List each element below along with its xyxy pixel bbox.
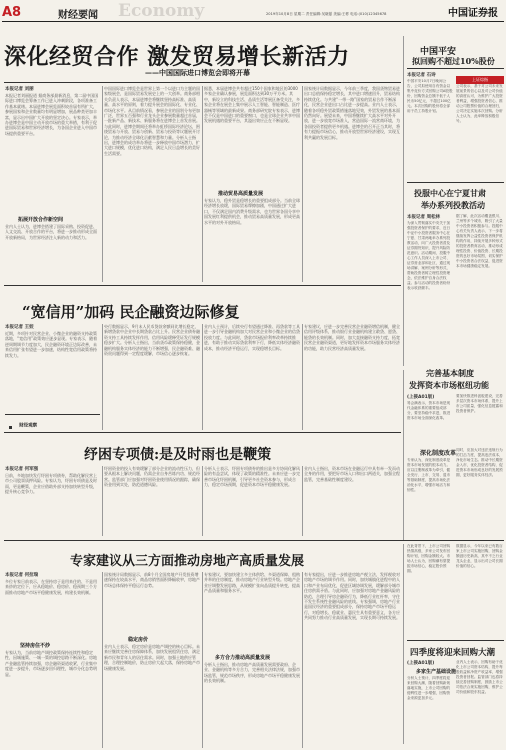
credit-top-rule — [4, 285, 401, 286]
lead-subhead-2: 推动贸易高质量发展 — [218, 191, 264, 197]
stamp-column-3: 分析人士表示，纾困专项债券的推出是多方协同化解风险的有益尝试，体现了政策的精准性。未来应进一步完善市场化纾困机制，引导更多社会资本参与，形成合力，稳定市场预期，促进资本市场平稳健康发展。 — [204, 466, 300, 488]
pingan-subheadline: 拟回购不超过10%股份 — [412, 56, 495, 66]
q4-byline: (上接A01版) — [407, 661, 435, 666]
q4-top-rule — [407, 640, 504, 641]
col-rule-8 — [202, 466, 203, 536]
col-rule-5 — [202, 324, 203, 430]
lead-column-2: 中国国际进口博览会是世界上第一个以进口为主题的国家级展会，是国际贸易发展史上的一大创举。商务部相关负责人表示，本届进博会将继续坚持高标准、高质量、高水平的原则，着力提升展会的国际化、专业化、市场化水平。从目前情况看，参展企业的国别分布更加广泛，世界五百强和行业龙头企业参展数量超过首届，一批新产品、新技术、新服务将在进博会上首发首展。与此同时，进博会期间还将举办虹桥国际经济论坛，围绕贸易与开放、贸易与创新、贸易与投资等议题展开讨论，为推动经济全球化贡献智慧和力量。分析人士指出，进博会的成功举办将进一步释放中国市场潜力，扩大进口规模，优化进口结构，满足人民日益增长的美好生活需要。 — [104, 86, 200, 156]
pingan-rule — [407, 68, 504, 69]
credit-column-1: 近期，多项针对民营企业、小微企业的融资支持政策落地，“宽信用”政策效应逐步显现。专家表示，随着逆周期调节力度加大，民企融资环境正边际改善，未来信用扩张有望进一步加速，结构性宽信用政策将持续发力。 — [5, 331, 98, 358]
system-body-b: 要加快推进科创板建设，完善多层次资本市场体系，提升上市公司质量，强化信息披露和投资者保护。 — [456, 394, 503, 413]
lead-column-3: 据悉，本届进博会共有超过150个国家和地区的3000多家企业确认参展，展览面积达到30万平方米。其中，新设立的科技生活、品质生活等展区备受关注，多家企业将在展会上集中展示人工智能、智能制造、医疗器械等领域的最新成果。商务部研究院专家表示，进博会不仅是中国进口的重要窗口，也是全球企业共享中国发展机遇的重要平台，其溢出效应正在不断显现。 — [204, 86, 300, 124]
gansu-subheadline: 举办系列投教活动 — [421, 200, 485, 210]
col-rule-9 — [302, 466, 303, 536]
lead-subhead-1: 拓展开放合作新空间 — [18, 217, 64, 223]
right-col-rule — [403, 36, 404, 366]
col-rule-11 — [202, 572, 203, 748]
q4-body-b: 业内人士表示，回购有助于优化上市公司资本结构，提升每股收益和净资产收益率，增强投资者回报。监管部门也将持续完善回购制度，鼓励上市公司依法合规实施回购，维护公司价值和股东权益。 — [456, 660, 503, 694]
system-byline: (上接A01版) — [407, 395, 435, 400]
realestate-column-3: 专家建议，要加快建立多主体供给、多渠道保障、租购并举的住房制度，推动房地产行业转型升级。房地产企业应调整发展思路，从规模扩张向品质提升转变，提高产品质量和服务水平。 — [204, 572, 300, 594]
credit-column-4: 专家建议，应进一步完善民营企业融资增信机制，健全信用评级体系，推动银行业金融机构建立敢贷、愿贷、能贷的长效机制。同时，加大直接融资支持力度，拓宽民营企业融资渠道，更好地发挥资本市场服务实体经济的功能，助力民营经济高质量发展。 — [304, 324, 400, 351]
reform-headline: 深化制度改革 — [420, 450, 457, 457]
reform-body-a: 专家认为，深化制度改革是资本市场发展的根本动力。应以注册制改革为牵引，健全发行、上市、交易、退市等基础制度，提高市场化法治化水平，增强市场活力和韧性。 — [407, 458, 451, 492]
header-rule — [2, 21, 504, 22]
section-title: 财经要闻 — [58, 10, 98, 21]
realestate-column-1: 多位专家日前表示，在坚持房子是用来住的、不是用来炒的定位下，应从稳地价、稳房价、稳预期三个方面推动房地产市场平稳健康发展，构建长效机制。 — [5, 579, 97, 595]
realestate-subhead-2: 稳定房价 — [128, 637, 149, 643]
masthead: 中国证券报 — [448, 8, 498, 19]
section-title-en: Economy — [118, 1, 205, 21]
realestate-top-rule — [4, 540, 504, 541]
square-icon — [9, 426, 12, 429]
system-subheadline: 发挥资本市场枢纽功能 — [409, 380, 489, 390]
page-header — [0, 0, 506, 22]
stamp-column-1: 日前，多地加快发行纾困专项债券，帮助化解民营上市公司股票质押风险。专家认为，纾困专项债是及时雨，更是鞭策，企业应借助外部支持加快转型升级，提升核心竞争力。 — [5, 473, 97, 495]
issue-meta: 2019年10月8日 星期二 责任编辑:吴晓蔓 美编:王彬 电话:(010)12345678 — [266, 12, 387, 16]
col-rule-3 — [302, 86, 303, 282]
col-rule-1 — [102, 86, 103, 282]
credit-column-3: 业内人士预计，后续央行有望通过降准、再贷款等工具进一步引导金融机构加大对民营企业和小微企业的信贷投放力度。与此同时，贷款市场报价利率改革持续推进，有助于推动实际贷款利率下行，降低实体经济融资成本，推动经济平稳运行，实现稳增长目标。 — [204, 324, 300, 351]
col-rule-10 — [102, 572, 103, 748]
col-rule-4 — [102, 324, 103, 430]
gansu-byline: 本报记者 周松林 — [407, 215, 441, 220]
q4-headline: 四季度将迎来回购大潮 — [410, 648, 496, 658]
system-intro: 业内人士指出，资本市场在金融运行中具有牵一发而动全身的作用，要把好市场入口和出口两道关，加强全程监管，完善基础性制度建设。 — [304, 466, 400, 482]
realestate-subhead-3: 多方合力推动高质量发展 — [215, 655, 271, 661]
col-rule-6 — [302, 324, 303, 430]
lead-column-4: 国家统计局数据显示，今年前三季度，我国货物贸易进出口总值保持稳定增长，其中进口增速回升，贸易结构持续优化。与共建“一带一路”国家的贸易合作不断深化，民营企业进出口占比进一步提高。业内人士表示，随着各项稳外贸政策措施落地见效，外贸发展的基本面仍然向好。展望未来，中国将继续扩大高水平对外开放，进一步放宽市场准入，营造国际一流营商环境，为各国投资者提供更多机遇。进博会的召开正当其时，将有力提振市场信心，推动开放型世界经济建设，实现互利共赢的发展目标。 — [304, 86, 400, 140]
reform-body-b: 同时，应加大对违法违规行为的打击力度，提高违法成本，净化市场生态。推动中长期资金入市，优化投资者结构，促进资本市场形成良好的发展预期，更好服务实体经济。 — [456, 448, 503, 477]
index-label: 上证综指 — [456, 76, 504, 84]
gansu-headline: 投服中心在宁夏甘肃 — [414, 188, 486, 198]
q4-subhead: 多家生产基础设施 — [416, 669, 457, 675]
lead-column-1b: 业内人士认为，进博会搭建了国际采购、投资促进、人文交流、开放合作的平台，将进一步推动形成全面开放新格局，为世界经济注入新的动力和活力。 — [5, 224, 97, 240]
credit-box-label — [5, 414, 100, 434]
lead-rule — [4, 82, 401, 83]
lead-subheadline: ——中国国际进口博览会即将开幕 — [145, 68, 250, 77]
credit-headline: “宽信用”加码 民企融资边际修复 — [22, 303, 240, 321]
realestate-column-1b: 专家认为，当前房地产调控政策保持连续性和稳定性，因城施策、一城一策的调控思路不断深化。房地产金融监管持续加强，房企融资渠道收紧，行业集中度进一步提升，市场逐步回归理性，城市分化态势明显。 — [5, 650, 97, 677]
pingan-body-b: 公司表示，基于对公司未来发展前景的信心以及对公司价值的高度认可，为维护广大投资者利益，增强投资者信心，推动公司股票价值的合理回归，公司决定实施本次回购。分析人士认为，此举释放积极信号。 — [456, 84, 503, 123]
credit-column-2: 央行数据显示，9月末人民币贷款余额同比增长稳定，新增贷款中企业中长期贷款占比上升。民营企业债券融资支持工具持续发挥作用，信用风险缓释凭证发行规模稳步扩大。分析人士指出，当前货币政策保持稳健，金融机构服务实体经济的能力不断增强，民企融资难、融资贵问题得到一定程度缓解，市场信心逐步恢复。 — [104, 324, 200, 357]
realestate-column-3b: 分析人士指出，推动房地产高质量发展需要政府、企业、金融机构等多方合力，完善相关法律法规，加强市场监管，规范市场秩序，形成房地产市场平稳健康发展的长效机制。 — [204, 662, 300, 684]
page-number: A8 — [2, 5, 22, 20]
gansu-top-rule — [407, 182, 504, 183]
stamp-column-2: 纾困资金的投入有效缓解了部分企业的流动性压力，但要从根本上解决问题，仍需企业自身苦练内功、规范经营。监管部门应加强对纾困资金使用情况的跟踪，确保资金用到实处，防范道德风险。 — [104, 466, 200, 488]
pingan-byline: 本报记者 石诗 — [407, 73, 436, 78]
col-rule-12 — [302, 572, 303, 748]
stamp-byline: 本报记者 何军强 — [5, 467, 39, 472]
stamp-headline: 纾困专项债:是及时雨也是鞭策 — [84, 447, 272, 463]
realestate-column-4: 有专家提出，应进一步推进房地产税立法，发挥税收对房地产市场的调节作用。同时，加快城镇化进程中的人口和产业布局优化，促进区域协调发展，缓解部分城市住房供需矛盾。与此同时，应加强对房地产金融风险的防范，合理引导房企融资行为，降低行业杠杆率，守住不发生系统性金融风险的底线。专家强调，房地产行业是国民经济的重要组成部分，保持房地产市场平稳运行，对稳增长、稳就业、惠民生具有重要意义，各方应共同努力推动行业高质量发展，实现长期可持续发展。 — [304, 572, 400, 621]
credit-byline: 本报记者 王姣 — [5, 325, 34, 330]
lead-column-1: 本报记者刘丽报道 据商务部最新消息，第二届中国国际进口博览会筹备工作已进入冲刺阶段，各项准备工作基本就绪。本届进博会展览面积较首届有所扩大，参展国家和企业数量均有明显增加，展品种类更加丰富，显示出中国扩大开放的坚定决心。专家表示，举办进博会是中国主动开放市场的重大举措，有利于促进国际贸易和世界经济增长，为各国企业进入中国市场提供重要平台。 — [5, 93, 99, 136]
q4-body-a: 分析人士预计，四季度将迎来回购大潮，随着回购新规落地实施，上市公司回购的便利性进一步增强，回购资金来源更加多元。 — [407, 676, 451, 700]
lead-byline: 本报记者 刘丽 — [5, 87, 34, 92]
box-label-text: 财经观察 — [19, 423, 38, 429]
q4-lead-b: 数据显示，今年以来已有数百家上市公司实施回购，回购金额创历史新高，其中不乏行业龙头企业，显示出对公司长期价值的信心。 — [456, 544, 503, 568]
gansu-body-a: 为深入贯彻落实中央关于加强投资者保护的要求，近日中证中小投资者服务中心在宁夏、甘肃两地举办系列投教活动，向广大投资者普及证券期货知识，提升风险防范意识。活动期间，投服中心工作人员深入上市公司、证券营业部和社区，通过现场讲解、案例分析等形式，帮助投资者树立理性投资理念，依法维护自身合法权益。参与活动的投资者纷纷表示收获颇丰。 — [407, 221, 451, 290]
realestate-byline: 本报记者 何拉瑞 — [5, 573, 39, 578]
realestate-headline: 专家建议从三方面推动房地产高质量发展 — [70, 554, 305, 569]
lead-headline: 深化经贸合作 激发贸易增长新活力 — [4, 44, 350, 70]
col-rule-2 — [202, 86, 203, 282]
gansu-body-b: 据了解，此次活动覆盖银川、兰州等多个城市，吸引了大量中小投资者积极参与。投服中心有关负责人表示，下一步将继续发挥公益性投资者保护机构的作用，持续开展多种形式的投资者教育活动，推动形成理性投资、价值投资、长期投资的良好市场氛围，切实保护中小投资者合法权益，促进资本市场健康稳定发展。 — [456, 214, 503, 268]
system-body-a: 易会满表示，资本市场是现代金融体系的重要组成部分，要坚持稳中求进，推进资本市场全面深化改革。 — [407, 401, 451, 420]
realestate-subhead-1: 坚持房住不炒 — [20, 643, 51, 649]
right-col-rule-3 — [403, 544, 404, 744]
realestate-column-2: 国家统计局数据显示，前8个月全国房地产开发投资增速保持在较高水平，商品房销售面积降幅收窄，房地产市场总体保持平稳运行态势。 — [104, 572, 200, 588]
pingan-body-a: 中国平安10月7日晚间公告，公司拟使用自有资金以集中竞价方式回购公司A股股份，回购资金总额不低于人民币50亿元，不超过100亿元。本次回购的股份将全部用于员工持股计划。 — [407, 79, 453, 113]
lead-column-3b: 专家认为，稳外贸是稳增长的重要组成部分。当前全球经济增长放缓，国际贸易摩擦加剧，中国通过扩大进口，不仅满足国内消费升级需求，也为世界各国分享中国发展红利提供机会，推动贸易高质量发展，形成更高水平的对外开放格局。 — [204, 198, 300, 225]
col-rule-7 — [102, 466, 103, 536]
pingan-headline: 中国平安 — [420, 47, 457, 57]
q4-lead-a: 在此背景下，上市公司回购热情高涨，多家公司发布回购计划，回购金额较大。市场人士认为，回购潮有望提振市场信心，稳定股价预期。 — [407, 544, 451, 573]
right-col-rule-2 — [403, 370, 404, 540]
system-headline: 完善基本制度 — [426, 368, 474, 378]
stamp-top-rule — [4, 432, 401, 433]
realestate-column-2b: 业内人士表示，稳定房价是房地产调控的核心目标。未来应继续完善住房保障体系，加快发展租赁住房，满足新市民和青年人的居住需求。同时，加强土地供应管理，合理控制地价，防止房价大起大落，保持房地产市场健康发展。 — [104, 644, 200, 671]
